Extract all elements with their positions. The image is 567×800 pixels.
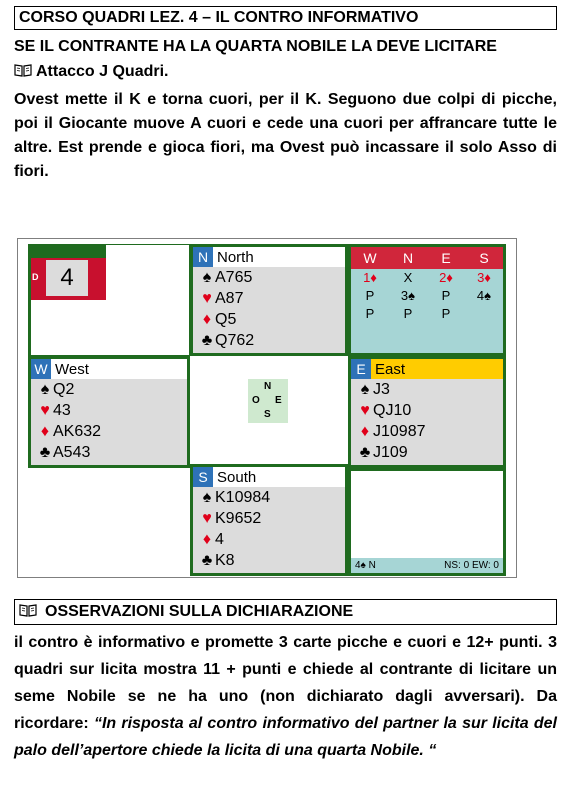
auction-col-n: N — [402, 250, 414, 266]
bridge-board — [17, 238, 517, 578]
spade-icon: ♠ — [360, 381, 370, 398]
compass-s: S — [264, 409, 271, 420]
east-spades: J3 — [373, 381, 390, 398]
club-icon: ♣ — [359, 444, 371, 461]
observations-body: il contro è informativo e promette 3 carte picche e cuori e 12+ punti. 3 quadri sur licita mostra 11 + punti e chiede al contrante di licitare un seme Nobile se ne ha uno (non dichiarato dagli avversari). Da ricordare: — [14, 634, 557, 732]
board-info-frame — [28, 244, 190, 356]
west-name: West — [55, 361, 89, 378]
spade-icon: ♠ — [202, 269, 212, 286]
south-hand — [190, 464, 348, 576]
east-hearts: QJ10 — [373, 402, 412, 419]
south-diamonds: 4 — [215, 531, 224, 548]
south-clubs: K8 — [215, 552, 235, 569]
west-spades: Q2 — [53, 381, 75, 398]
diamond-icon: ♦ — [40, 423, 50, 440]
north-seat-badge: N — [193, 247, 213, 267]
observations-text — [14, 629, 557, 764]
play-description: Ovest mette il K e torna cuori, per il K. Seguono due colpi di picche, poi il Giocante muove A cuori e cede una cuori per affrancare tutte le altre. Est prende e gioca fiori, ma Ovest può incassare il solo Asso di fiori. — [14, 91, 557, 180]
north-hand — [190, 244, 348, 356]
west-diamonds: AK632 — [53, 423, 102, 440]
diamond-icon: ♦ — [360, 423, 370, 440]
result-panel — [348, 468, 506, 576]
observations-quote: “In risposta al contro informativo del partner la sur licita del palo dell’apertore chiede la licita di una quarta Nobile. “ — [14, 715, 558, 759]
auction-panel — [348, 244, 506, 356]
bid: 3♦ — [477, 270, 491, 285]
club-icon: ♣ — [201, 332, 213, 349]
bid: 3♠ — [400, 288, 416, 303]
bid: X — [403, 270, 413, 285]
spade-icon: ♠ — [202, 489, 212, 506]
spade-icon: ♠ — [40, 381, 50, 398]
status-bar — [351, 558, 503, 573]
east-clubs: J109 — [373, 444, 408, 461]
contract-label: 4♠ N — [355, 560, 376, 571]
diamond-icon: ♦ — [202, 311, 212, 328]
west-hearts: 43 — [53, 402, 71, 419]
east-name: East — [375, 361, 406, 378]
auction-col-s: S — [479, 250, 489, 266]
heart-icon: ♥ — [202, 290, 212, 307]
book-icon — [19, 604, 37, 617]
south-hearts: K9652 — [215, 510, 262, 527]
bid: P — [441, 288, 451, 303]
south-spades: K10984 — [215, 489, 271, 506]
bid: P — [403, 306, 413, 321]
observations-heading — [14, 599, 557, 625]
heart-icon: ♥ — [202, 510, 212, 527]
bid: 2♦ — [439, 270, 453, 285]
score-label: NS: 0 EW: 0 — [444, 560, 499, 571]
lesson-subtitle: SE IL CONTRANTE HA LA QUARTA NOBILE LA DEVE LICITARE — [14, 38, 497, 55]
compass — [248, 379, 288, 423]
bid: 1♦ — [363, 270, 377, 285]
bid: P — [441, 306, 451, 321]
book-icon — [14, 64, 32, 77]
lead-text: Attacco J Quadri. — [36, 63, 169, 80]
compass-n: N — [264, 381, 272, 392]
auction-col-w: W — [363, 250, 377, 266]
north-clubs: Q762 — [215, 332, 255, 349]
heart-icon: ♥ — [360, 402, 370, 419]
south-name: South — [217, 469, 257, 486]
east-hand — [348, 356, 506, 468]
diamond-icon: ♦ — [202, 531, 212, 548]
auction-row — [351, 287, 503, 305]
north-diamonds: Q5 — [215, 311, 237, 328]
north-name: North — [217, 249, 254, 266]
north-spades: A765 — [215, 269, 253, 286]
bid: 4♠ — [476, 288, 492, 303]
auction-row — [351, 305, 503, 323]
north-hearts: A87 — [215, 290, 244, 307]
club-icon: ♣ — [201, 552, 213, 569]
opening-lead — [14, 60, 557, 84]
east-diamonds: J10987 — [373, 423, 426, 440]
auction-row — [351, 269, 503, 287]
lesson-title: CORSO QUADRI LEZ. 4 – IL CONTRO INFORMATIVO — [14, 6, 557, 30]
board-number: 4 — [46, 260, 88, 296]
heart-icon: ♥ — [40, 402, 50, 419]
observations-heading-text: OSSERVAZIONI SULLA DICHIARAZIONE — [45, 603, 354, 620]
compass-e: E — [275, 395, 282, 406]
bid: P — [365, 306, 375, 321]
bid — [465, 305, 503, 323]
auction-header — [351, 247, 503, 269]
south-seat-badge: S — [193, 467, 213, 487]
club-icon: ♣ — [39, 444, 51, 461]
auction-col-e: E — [441, 250, 451, 266]
dealer-marker: D — [32, 272, 39, 282]
bid: P — [365, 288, 375, 303]
west-seat-badge: W — [31, 359, 51, 379]
west-clubs: A543 — [53, 444, 91, 461]
west-hand — [28, 356, 190, 468]
east-seat-badge: E — [351, 359, 371, 379]
compass-o: O — [252, 395, 260, 406]
